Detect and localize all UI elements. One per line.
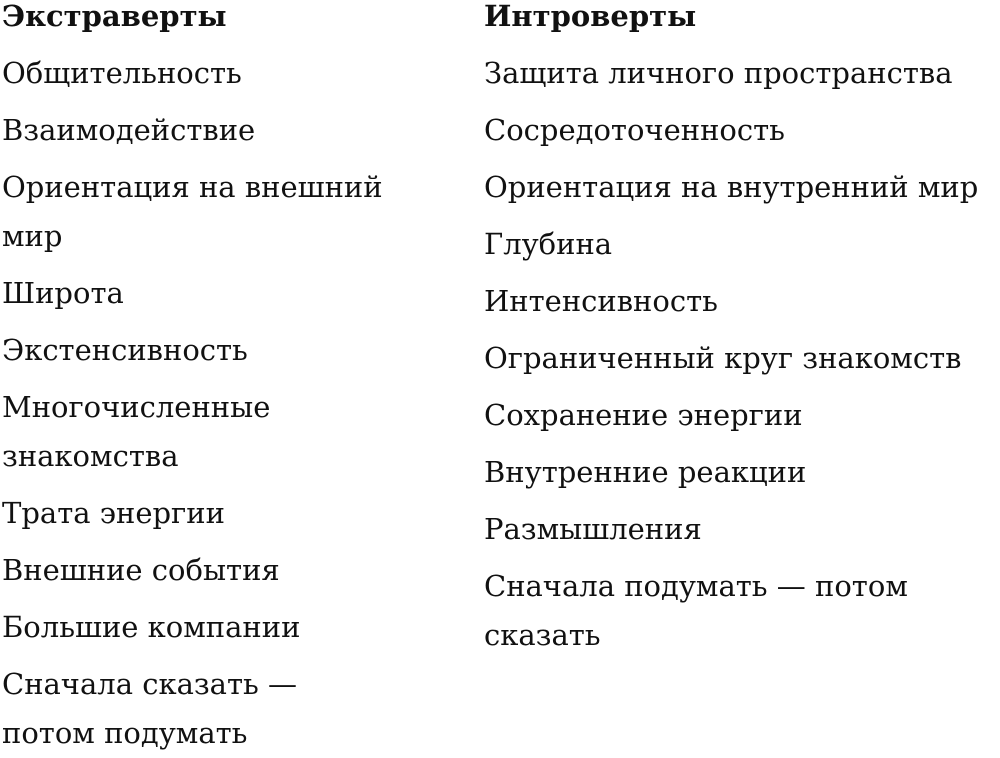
list-item — [484, 269, 1000, 326]
introverts-column — [484, 0, 1000, 660]
list-item-text: Ограниченный круг знакомств — [484, 341, 962, 375]
list-item-text: Интенсивность — [484, 284, 718, 318]
extraverts-column — [2, 0, 442, 758]
list-item — [484, 554, 1000, 660]
list-item-text: Сохранение энергии — [484, 398, 803, 432]
list-item-text: Большие компании — [2, 610, 301, 644]
list-item — [2, 32, 442, 98]
list-item — [2, 652, 442, 758]
introverts-list — [484, 32, 1000, 660]
list-item — [484, 212, 1000, 269]
list-item — [484, 383, 1000, 440]
list-item — [484, 98, 1000, 155]
list-item-text: Экстенсивность — [2, 333, 248, 367]
list-item — [2, 538, 442, 595]
list-item-text: Сначала сказать — потом подумать — [2, 667, 298, 750]
list-item — [484, 155, 1000, 212]
list-item-text: Ориентация на внешний мир — [2, 170, 383, 253]
list-item-text: Общительность — [2, 56, 242, 90]
list-item-text: Взаимодействие — [2, 113, 256, 147]
list-item — [2, 481, 442, 538]
list-item-text: Трата энергии — [2, 496, 225, 530]
list-item — [484, 440, 1000, 497]
list-item-text: Глубина — [484, 227, 613, 261]
list-item-text: Сосредоточенность — [484, 113, 785, 147]
list-item — [484, 32, 1000, 98]
extraverts-list — [2, 32, 442, 758]
list-item-text: Ориентация на внутренний мир — [484, 170, 979, 204]
list-item — [2, 318, 442, 375]
list-item — [484, 326, 1000, 383]
list-item — [2, 375, 442, 481]
list-item — [2, 595, 442, 652]
list-item — [2, 261, 442, 318]
list-item-text: Внешние события — [2, 553, 280, 587]
list-item-text: Внутренние реакции — [484, 455, 807, 489]
list-item-text: Размышления — [484, 512, 702, 546]
list-item-text: Сначала подумать — потом сказать — [484, 569, 908, 652]
introverts-heading: Интроверты — [484, 0, 697, 33]
list-item-text: Защита личного пространства — [484, 56, 953, 90]
list-item — [484, 497, 1000, 554]
list-item-text: Многочисленные знакомства — [2, 390, 271, 473]
list-item — [2, 155, 442, 261]
list-item-text: Широта — [2, 276, 124, 310]
extraverts-heading: Экстраверты — [2, 0, 227, 33]
list-item — [2, 98, 442, 155]
